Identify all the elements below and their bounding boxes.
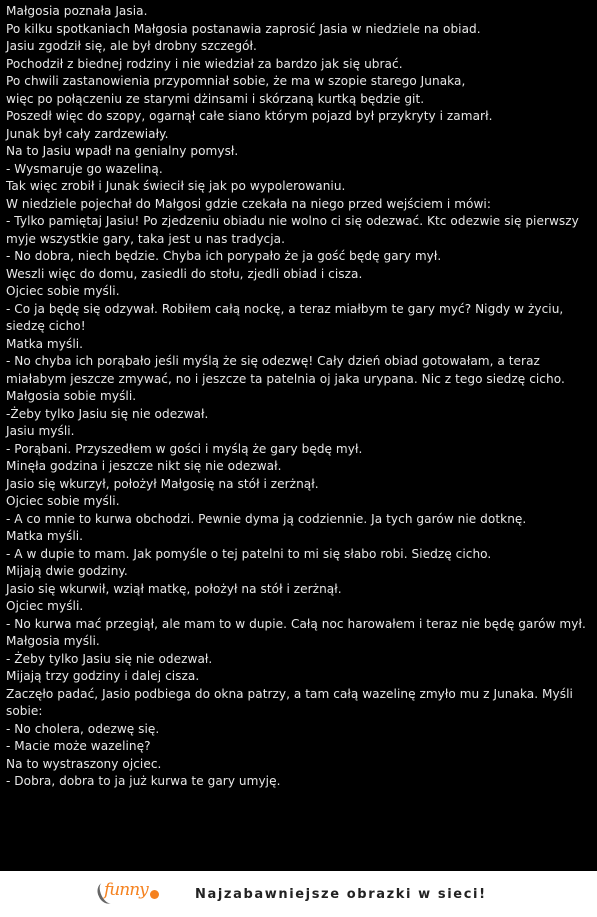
story-line: Jasio się wkurzył, położył Małgosię na stół i zerżnął. xyxy=(6,476,319,491)
site-logo[interactable] xyxy=(104,880,159,900)
logo-text: funny xyxy=(104,880,148,900)
story-line: - Porąbani. Przyszedłem w gości i myślą że gary będę mył. xyxy=(6,441,363,456)
story-line: -Żeby tylko Jasiu się nie odezwał. xyxy=(6,406,209,421)
story-line: Ojciec sobie myśli. xyxy=(6,494,120,508)
story-line: Jasiu myśli. xyxy=(6,424,75,438)
story-line: Po kilku spotkaniach Małgosia postanawia zaprosić Jasia w niedziele na obiad. xyxy=(6,21,481,36)
story-line: Zaczęło padać, Jasio podbiega do okna patrzy, a tam całą wazelinę zmyło mu z Junaka. Myśli sobie: xyxy=(6,686,573,718)
story-line: Na to Jasiu wpadł na genialny pomysł. xyxy=(6,144,239,158)
story-line: Ojciec sobie myśli. xyxy=(6,284,120,298)
story-line: Junak był cały zardzewiały. xyxy=(6,126,169,141)
story-line: Matka myśli. xyxy=(6,336,84,351)
story-line: - Żeby tylko Jasiu się nie odezwał. xyxy=(6,651,213,666)
story-line: - Co ja będę się odzywał. Robiłem całą nockę, a teraz miałbym te gary myć? Nigdy w życiu, siedzę cicho! xyxy=(6,301,564,333)
story-line: Małgosia sobie myśli. xyxy=(6,389,137,403)
story-line: Minęła godzina i jeszcze nikt się nie odezwał. xyxy=(6,459,282,473)
story-line: Mijają dwie godziny. xyxy=(6,564,128,578)
story-line: Weszli więc do domu, zasiedli do stołu, zjedli obiad i cisza. xyxy=(6,266,363,281)
story-line: - No dobra, niech będzie. Chyba ich porypało że ja gość będę gary mył. xyxy=(6,249,442,263)
story-line: - A w dupie to mam. Jak pomyśle o tej patelni to mi się słabo robi. Siedzę cicho. xyxy=(6,546,492,561)
story-line: - Macie może wazelinę? xyxy=(6,739,151,753)
story-line: Jasio się wkurwił, wziął matkę, położył na stół i zerżnął. xyxy=(6,581,342,596)
story-line: - Wysmaruje go wazeliną. xyxy=(6,161,163,176)
story-line: Poszedł więc do szopy, ogarnął całe siano którym pojazd był przykryty i zamarł. xyxy=(6,109,493,123)
story-line: Mijają trzy godziny i dalej cisza. xyxy=(6,669,200,683)
story-line: więc po połączeniu ze starymi dżinsami i skórzaną kurtką będzie git. xyxy=(6,91,425,106)
story-line: - No kurwa mać przegiął, ale mam to w dupie. Całą noc harowałem i teraz nie będę garów mył. xyxy=(6,616,586,631)
footer-tagline: Najzabawniejsze obrazki w sieci! xyxy=(195,887,487,902)
story-line: - Dobra, dobra to ja już kurwa te gary umyję. xyxy=(6,774,281,788)
story-line: Tak więc zrobił i Junak świecił się jak po wypolerowaniu. xyxy=(6,179,346,193)
story-line: W niedziele pojechał do Małgosi gdzie czekała na niego przed wejściem i mówi: xyxy=(6,196,491,211)
story-line: - No chyba ich porąbało jeśli myślą że się odezwę! Cały dzień obiad gotowałam, a teraz miałabym jeszcze zmywać, no i jeszcze ta patelnia oj jaka urypana. Nic z tego siedzę cicho. xyxy=(6,354,565,386)
story-line: Jasiu zgodził się, ale był drobny szczegół. xyxy=(6,39,257,53)
story-line: Matka myśli. xyxy=(6,529,84,543)
story-line: Ojciec myśli. xyxy=(6,599,84,613)
story-line: Pochodził z biednej rodziny i nie wiedział za bardzo jak się ubrać. xyxy=(6,56,403,71)
story-line: Po chwili zastanowienia przypomniał sobie, że ma w szopie starego Junaka, xyxy=(6,74,466,88)
story-line: - No cholera, odezwę się. xyxy=(6,721,160,736)
story-line: - A co mnie to kurwa obchodzi. Pewnie dyma ją codziennie. Ja tych garów nie dotknę. xyxy=(6,511,527,526)
story-line: - Tylko pamiętaj Jasiu! Po zjedzeniu obiadu nie wolno ci się odezwać. Ktc odezwie się pierwszy myje wszystkie gary, taka jest u nas tradycja. xyxy=(6,214,579,246)
logo-dot-icon xyxy=(150,890,159,899)
story-line: Małgosia poznała Jasia. xyxy=(6,4,148,18)
story-line: Małgosia myśli. xyxy=(6,634,100,648)
story-line: Na to wystraszony ojciec. xyxy=(6,756,162,771)
